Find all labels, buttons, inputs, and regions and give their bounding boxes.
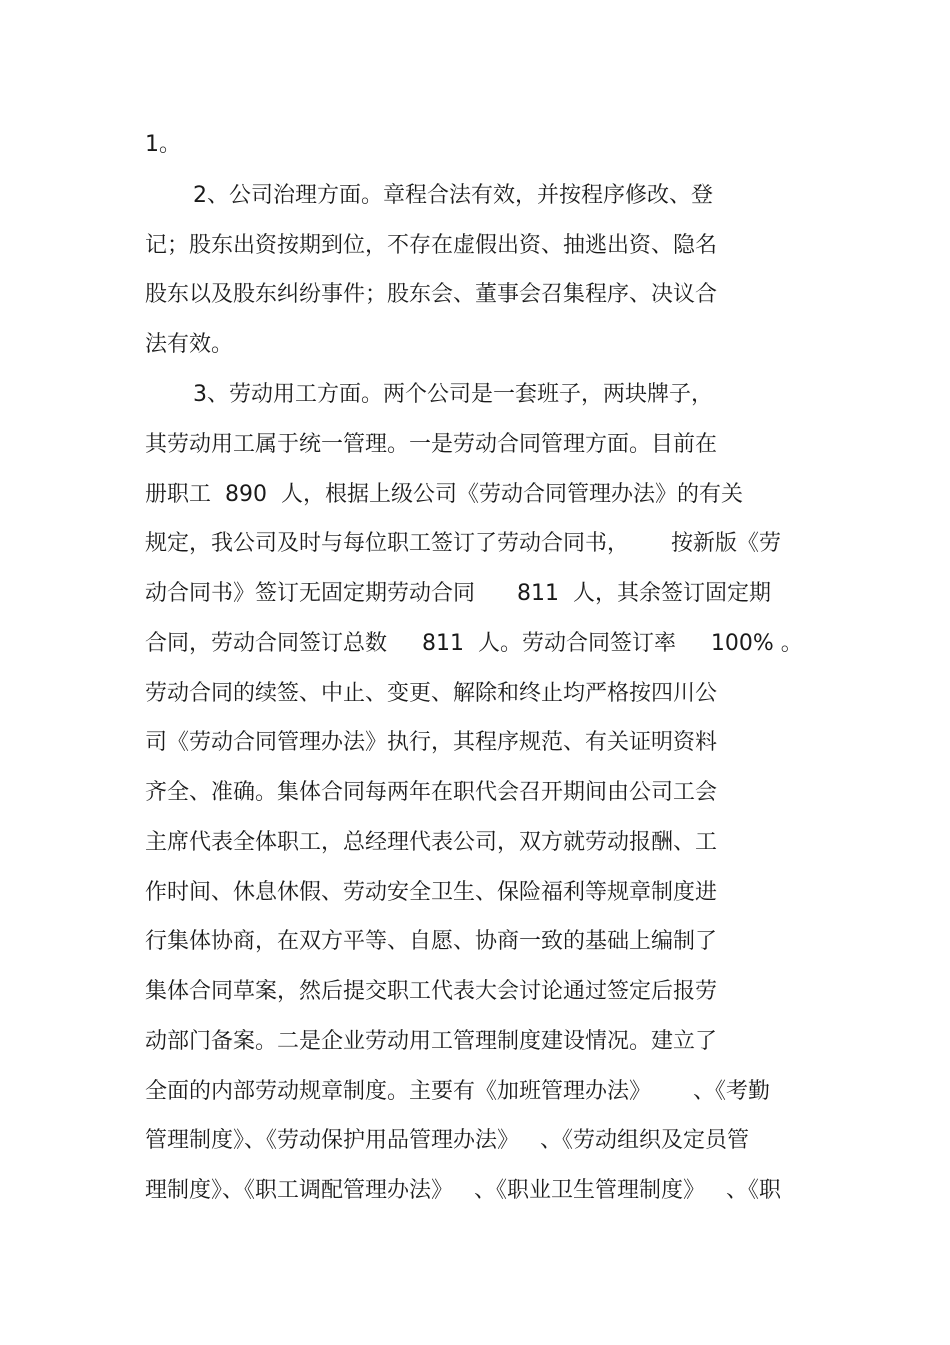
text-line: 主席代表全体职工，总经理代表公司，双方就劳动报酬、工 xyxy=(145,830,718,855)
text-line: 作时间、休息休假、劳动安全卫生、保险福利等规章制度进 xyxy=(145,880,718,905)
text-line: 动部门备案。二是企业劳动用工管理制度建设情况。建立了 xyxy=(145,1029,718,1054)
text-line: 齐全、准确。集体合同每两年在职代会召开期间由公司工会 xyxy=(145,780,718,805)
text-line: 管理制度》、《劳动保护用品管理办法》 、《劳动组织及定员管 xyxy=(145,1128,749,1153)
text-line: 行集体协商，在双方平等、自愿、协商一致的基础上编制了 xyxy=(145,929,718,954)
text-line: 动合同书》签订无固定期劳动合同 811 人，其余签订固定期 xyxy=(145,581,771,606)
text-line: 理制度》、《职工调配管理办法》 、《职业卫生管理制度》 、《职 xyxy=(145,1178,781,1203)
text-line: 2、公司治理方面。章程合法有效，并按程序修改、登 xyxy=(193,183,713,208)
text-line: 1。 xyxy=(145,132,181,157)
text-line: 册职工 890 人，根据上级公司《劳动合同管理办法》的有关 xyxy=(145,482,743,507)
text-line: 合同，劳动合同签订总数 811 人。劳动合同签订率 100% 。 xyxy=(145,631,803,656)
text-line: 记；股东出资按期到位，不存在虚假出资、抽逃出资、隐名 xyxy=(145,233,718,258)
text-line: 集体合同草案，然后提交职工代表大会讨论通过签定后报劳 xyxy=(145,979,718,1004)
text-line: 股东以及股东纠纷事件；股东会、董事会召集程序、决议合 xyxy=(145,282,718,307)
text-line: 劳动合同的续签、中止、变更、解除和终止均严格按四川公 xyxy=(145,681,718,706)
text-line: 3、劳动用工方面。两个公司是一套班子，两块牌子， xyxy=(193,382,713,407)
text-line: 司《劳动合同管理办法》执行，其程序规范、有关证明资料 xyxy=(145,730,718,755)
text-line: 规定，我公司及时与每位职工签订了劳动合同书， 按新版《劳 xyxy=(145,531,781,556)
text-line: 其劳动用工属于统一管理。一是劳动合同管理方面。目前在 xyxy=(145,432,718,457)
text-line: 法有效。 xyxy=(145,332,234,357)
text-line: 全面的内部劳动规章制度。主要有《加班管理办法》 、《考勤 xyxy=(145,1079,770,1104)
